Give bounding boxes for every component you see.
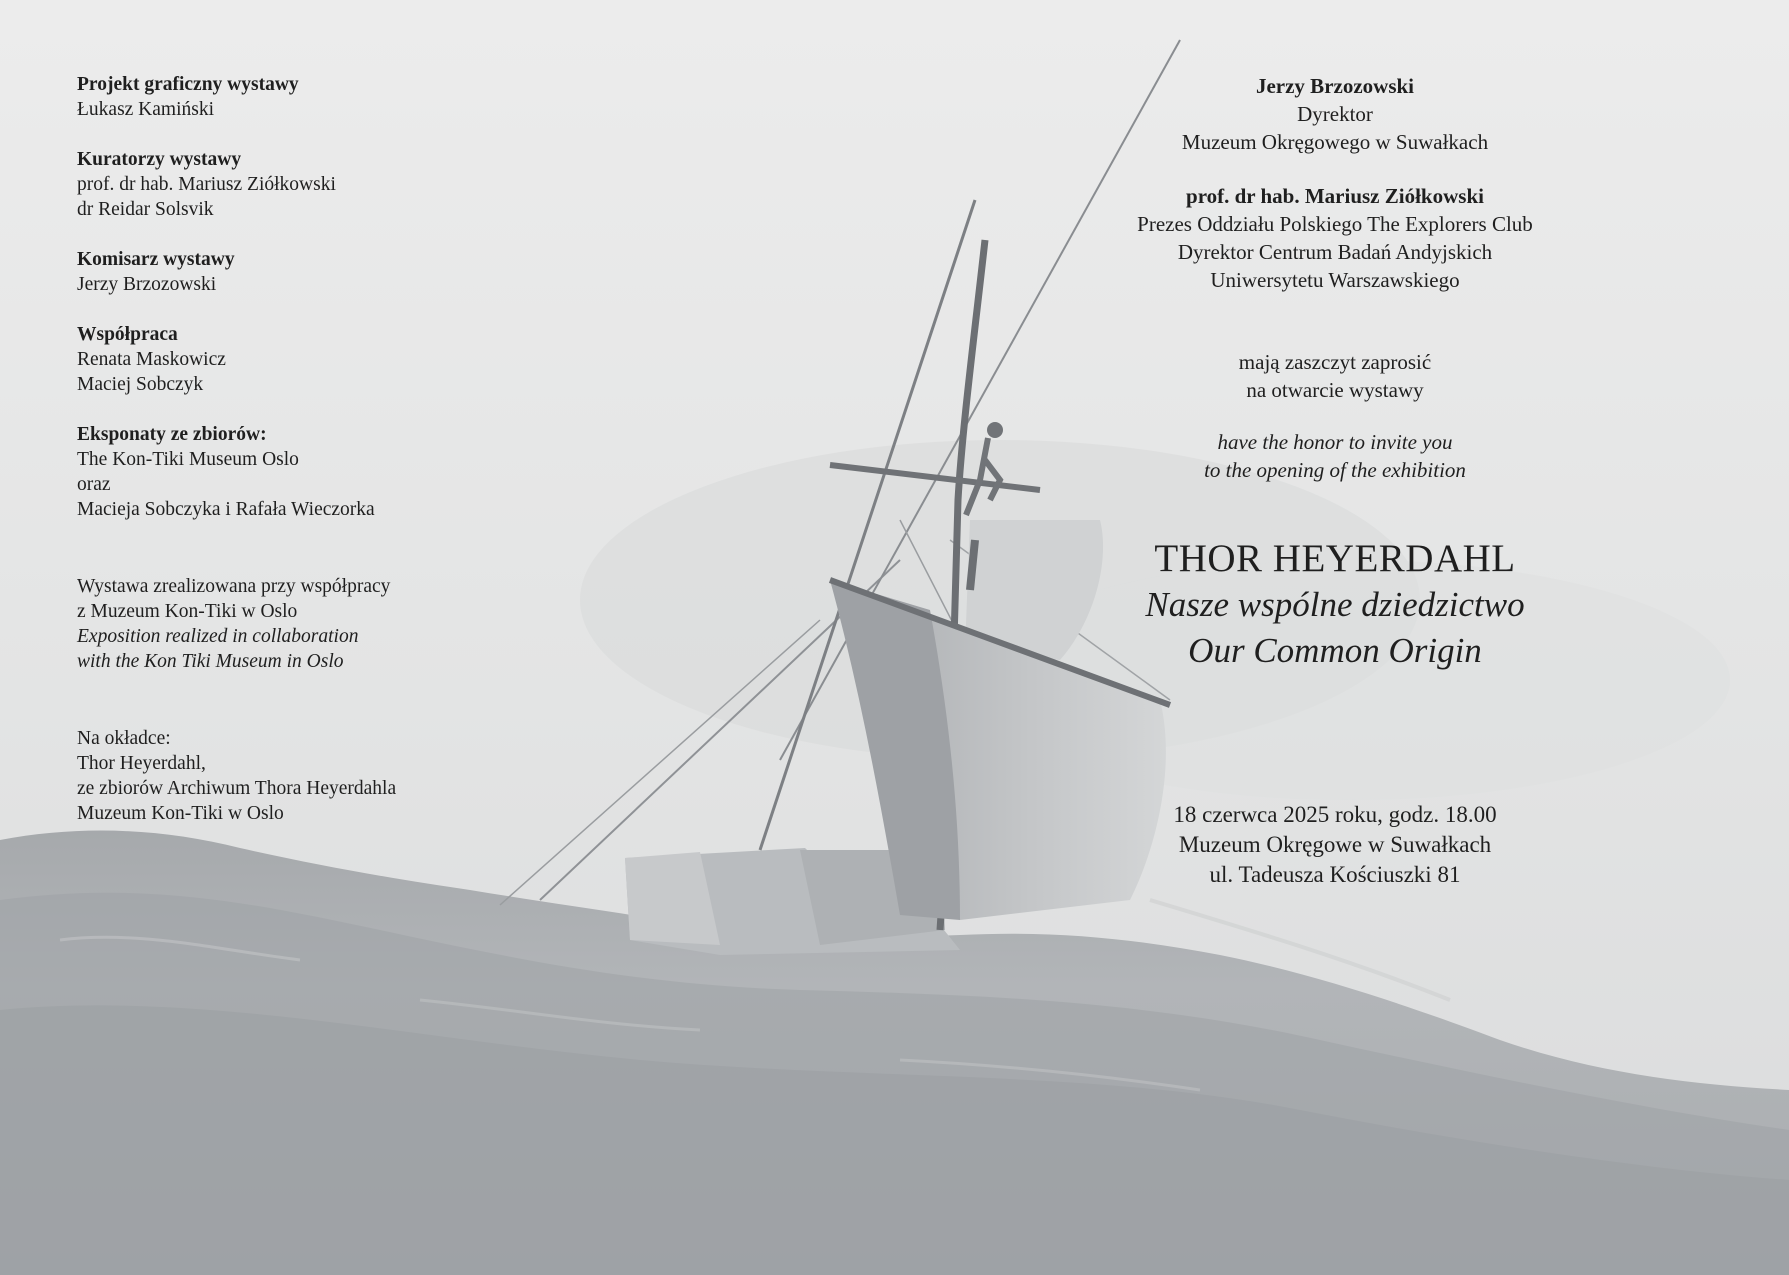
host-title: Dyrektor <box>1297 102 1373 126</box>
host-title: Prezes Oddziału Polskiego The Explorers Club <box>1137 212 1533 236</box>
exhibition-title: THOR HEYERDAHL <box>1154 537 1516 580</box>
credit-person: Macieja Sobczyka i Rafała Wieczorka <box>77 499 375 520</box>
credit-curators <box>77 147 597 222</box>
event-date: 18 czerwca 2025 roku, godz. 18.00 <box>1173 802 1497 827</box>
credit-person: prof. dr hab. Mariusz Ziółkowski <box>77 174 336 195</box>
exhibition-subtitle-pl: Nasze wspólne dziedzictwo <box>1145 585 1525 624</box>
collaboration-en-line: Exposition realized in collaboration <box>77 626 359 647</box>
host-director <box>1080 72 1590 156</box>
cover-line: Thor Heyerdahl, <box>77 753 206 774</box>
credit-person: Jerzy Brzozowski <box>77 274 217 295</box>
collaboration-en-line: with the Kon Tiki Museum in Oslo <box>77 651 344 672</box>
host-title: Muzeum Okręgowego w Suwałkach <box>1181 130 1489 154</box>
cover-note <box>77 726 597 826</box>
credit-person: oraz <box>77 474 111 495</box>
credit-person: Maciej Sobczyk <box>77 374 204 395</box>
invite-en <box>1080 428 1590 484</box>
host-title: Dyrektor Centrum Badań Andyjskich <box>1177 240 1493 264</box>
host-name: Jerzy Brzozowski <box>1255 74 1415 98</box>
credit-heading: Projekt graficzny wystawy <box>77 74 299 95</box>
invite-en-line: have the honor to invite you <box>1217 430 1453 454</box>
collaboration-note <box>77 574 597 674</box>
event-details <box>1080 800 1590 890</box>
exhibition-title-block <box>1080 536 1590 674</box>
exhibition-subtitle-en: Our Common Origin <box>1188 631 1482 670</box>
host-title: Uniwersytetu Warszawskiego <box>1210 268 1460 292</box>
event-venue: Muzeum Okręgowe w Suwałkach <box>1178 832 1492 857</box>
invite-en-line: to the opening of the exhibition <box>1204 458 1466 482</box>
credits-column <box>77 72 597 851</box>
cover-line: Na okładce: <box>77 728 171 749</box>
host-name: prof. dr hab. Mariusz Ziółkowski <box>1186 184 1484 208</box>
credit-heading: Komisarz wystawy <box>77 249 235 270</box>
credit-heading: Kuratorzy wystawy <box>77 149 242 170</box>
collaboration-pl-line: z Muzeum Kon-Tiki w Oslo <box>77 601 298 622</box>
credit-commissioner <box>77 247 597 297</box>
credit-heading: Eksponaty ze zbiorów: <box>77 424 267 445</box>
credit-design <box>77 72 597 122</box>
cover-line: ze zbiorów Archiwum Thora Heyerdahla <box>77 778 397 799</box>
invite-pl <box>1080 348 1590 404</box>
cover-line: Muzeum Kon-Tiki w Oslo <box>77 803 284 824</box>
credit-person: The Kon-Tiki Museum Oslo <box>77 449 299 470</box>
credit-heading: Współpraca <box>77 324 178 345</box>
credit-person: Renata Maskowicz <box>77 349 226 370</box>
credit-person: Łukasz Kamiński <box>77 99 215 120</box>
collaboration-pl-line: Wystawa zrealizowana przy współpracy <box>77 576 391 597</box>
invite-pl-line: na otwarcie wystawy <box>1246 378 1424 402</box>
invite-pl-line: mają zaszczyt zaprosić <box>1238 350 1432 374</box>
credit-person: dr Reidar Solsvik <box>77 199 214 220</box>
credit-cooperation <box>77 322 597 397</box>
credit-exhibits <box>77 422 597 522</box>
event-address: ul. Tadeusza Kościuszki 81 <box>1209 862 1461 887</box>
invitation-column <box>1080 72 1590 484</box>
host-president <box>1080 182 1590 294</box>
